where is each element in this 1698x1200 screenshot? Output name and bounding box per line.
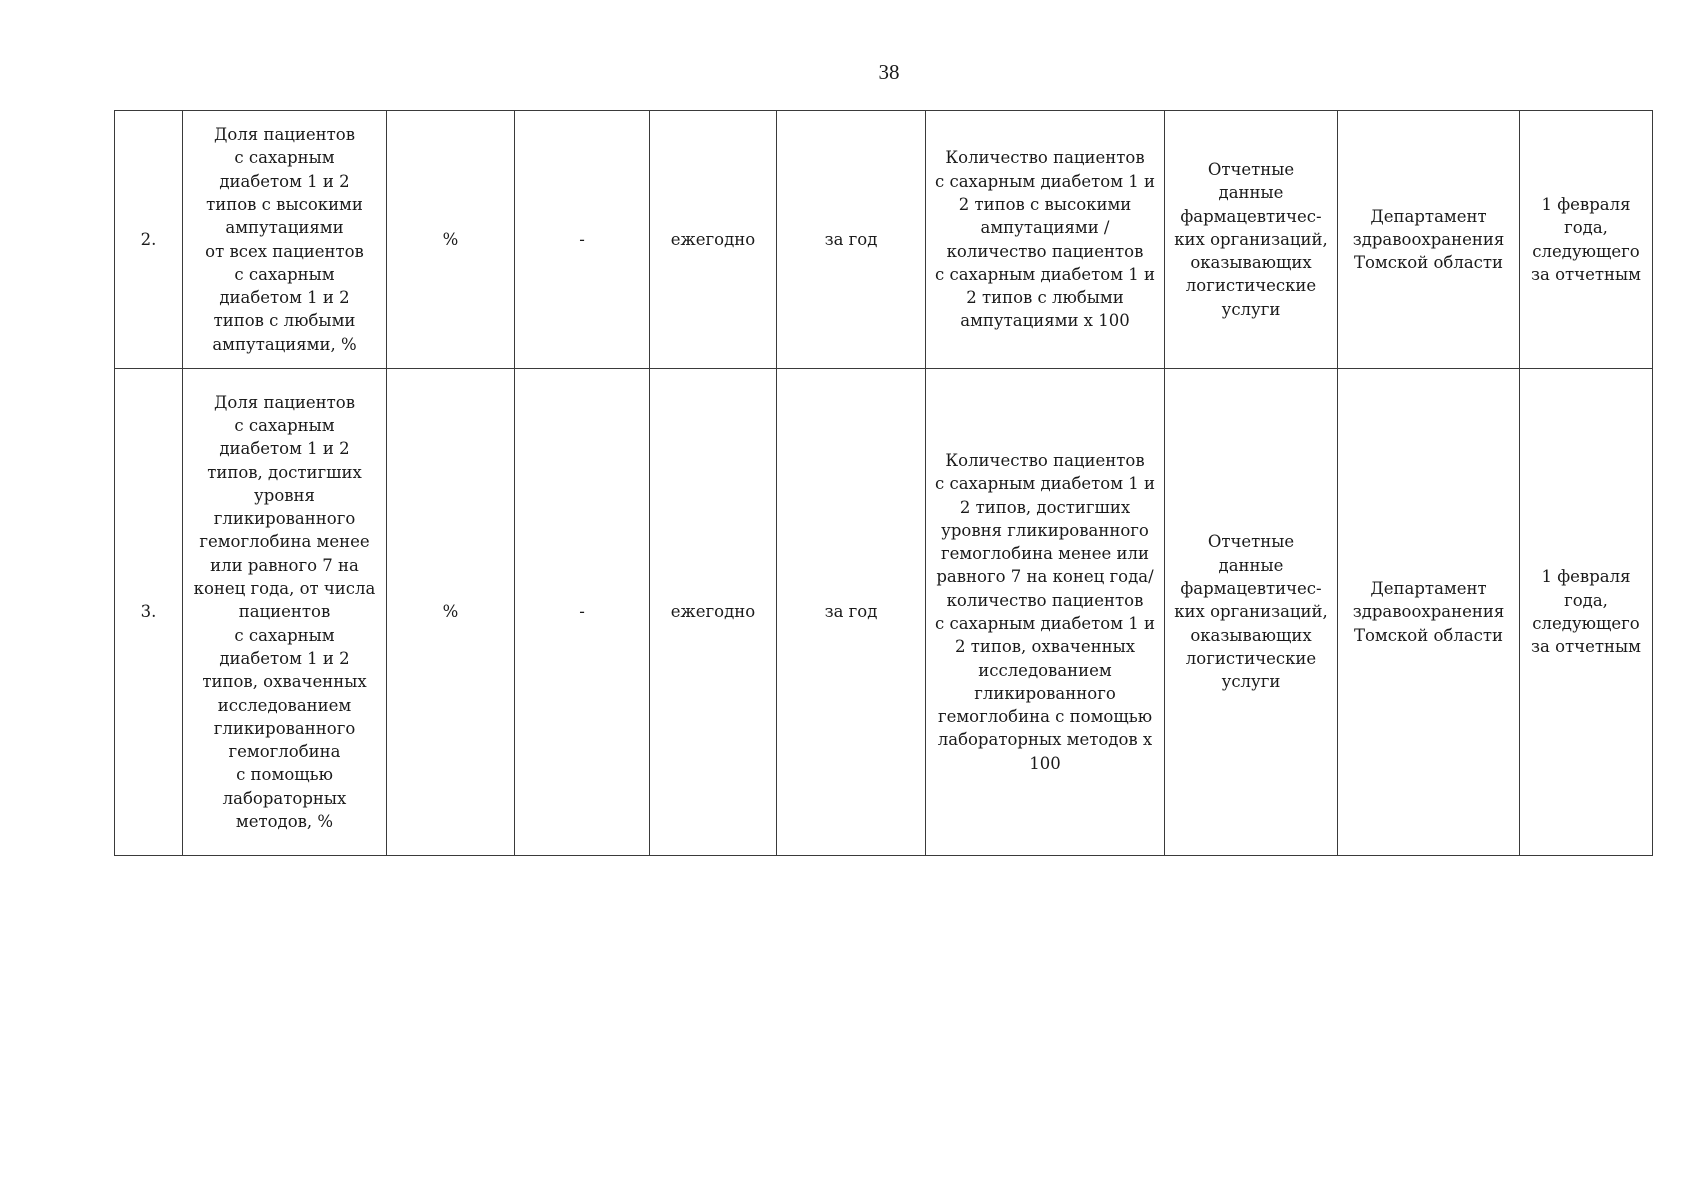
indicator-name-cell: Доля пациентов с сахарным диабетом 1 и 2 типов с высокими ампутациями от всех пациентов с сахарным диабетом 1 и 2 типов с любыми ампутациями, % bbox=[183, 111, 387, 369]
deadline-cell: 1 февраля года, следующего за отчетным bbox=[1520, 111, 1653, 369]
periodicity-cell: ежегодно bbox=[650, 369, 777, 856]
responsible-cell: Департамент здравоохранения Томской области bbox=[1338, 111, 1520, 369]
period-cell: за год bbox=[777, 369, 926, 856]
page-number: 38 bbox=[878, 60, 900, 84]
indicators-table bbox=[114, 110, 1653, 856]
indicator-name-cell: Доля пациентов с сахарным диабетом 1 и 2 типов, достигших уровня гликированного гемоглобина менее или равного 7 на конец года, от числа пациентов с сахарным диабетом 1 и 2 типов, охваченных исследованием гликированного гемоглобина с помощью лабораторных методов, % bbox=[183, 369, 387, 856]
unit-cell: % bbox=[387, 111, 515, 369]
period-cell: за год bbox=[777, 111, 926, 369]
dash-cell: - bbox=[515, 111, 650, 369]
data-source-cell: Отчетные данные фармацевтичес- ких организаций, оказывающих логистические услуги bbox=[1165, 369, 1338, 856]
dash-cell: - bbox=[515, 369, 650, 856]
responsible-cell: Департамент здравоохранения Томской области bbox=[1338, 369, 1520, 856]
table-row bbox=[115, 111, 1653, 369]
table-row bbox=[115, 369, 1653, 856]
row-number-cell: 2. bbox=[115, 111, 183, 369]
unit-cell: % bbox=[387, 369, 515, 856]
row-number-cell: 3. bbox=[115, 369, 183, 856]
formula-cell: Количество пациентов с сахарным диабетом 1 и 2 типов с высокими ампутациями / количество пациентов с сахарным диабетом 1 и 2 типов с любыми ампутациями х 100 bbox=[926, 111, 1165, 369]
deadline-cell: 1 февраля года, следующего за отчетным bbox=[1520, 369, 1653, 856]
formula-cell: Количество пациентов с сахарным диабетом 1 и 2 типов, достигших уровня гликированного гемоглобина менее или равного 7 на конец года/ количество пациентов с сахарным диабетом 1 и 2 типов, охваченных исследованием гликированного гемоглобина с помощью лабораторных методов х 100 bbox=[926, 369, 1165, 856]
periodicity-cell: ежегодно bbox=[650, 111, 777, 369]
data-source-cell: Отчетные данные фармацевтичес- ких организаций, оказывающих логистические услуги bbox=[1165, 111, 1338, 369]
